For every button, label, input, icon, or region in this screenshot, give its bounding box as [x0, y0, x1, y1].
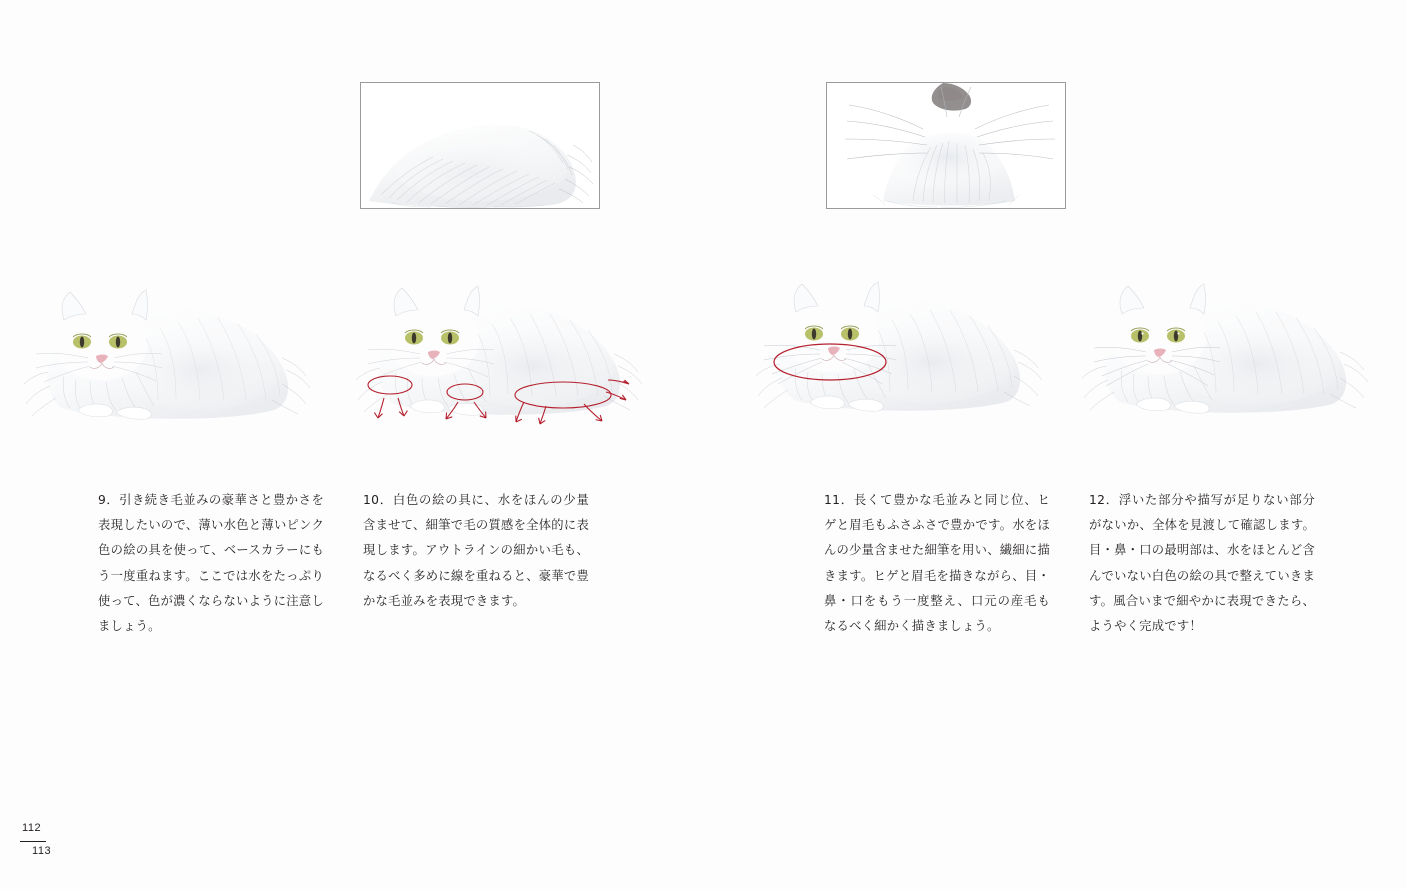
caption-step-11: 11．長くて豊かな毛並みと同じ位、ヒゲと眉毛もふさふさで豊かです。水をほんの少量含ませた細筆を用い、繊細に描きます。ヒゲと眉毛を描きながら、目・鼻・口をもう一度整え、口元の産毛もなるべく細かく描きましょう。 — [824, 493, 1050, 634]
caption-step-09: 9．引き続き毛並みの豪華さと豊かさを表現したいので、薄い水色と薄いピンク色の絵の具を使って、ベースカラーにもう一度重ねます。ここでは水をたっぷり使って、色が濃くならないように注意しましょう。 — [98, 493, 324, 634]
cat-illustration-step-12 — [1080, 252, 1390, 432]
caption-step-12: 12．浮いた部分や描写が足りない部分がないか、全体を見渡して確認します。目・鼻・口の最明部は、水をほとんど含んでいない白色の絵の具で整えていきます。風合いまで細やかに表現できたら、ようやく完成です！ — [1089, 493, 1315, 634]
figure-step-09 — [20, 258, 320, 428]
caption-step-10: 10．白色の絵の具に、水をほんの少量含ませて、細筆で毛の質感を全体的に表現します。アウトラインの細かい毛も、なるべく多めに線を重ねると、豪華で豊かな毛並みを表現できます。 — [363, 493, 589, 608]
folio-divider — [20, 841, 46, 842]
folio-left-page: 112 — [22, 822, 42, 834]
cat-illustration-step-09 — [20, 258, 320, 428]
cat-illustration-step-10 — [348, 252, 658, 432]
detail-frame-chin-whiskers — [826, 82, 1066, 209]
figure-step-10 — [348, 252, 658, 432]
detail-body-fur-illustration — [361, 83, 599, 208]
figure-step-11 — [746, 252, 1056, 432]
figure-step-12 — [1080, 252, 1390, 432]
detail-frame-body-fur — [360, 82, 600, 209]
detail-chin-whiskers-illustration — [827, 83, 1065, 208]
folio-right-page: 113 — [32, 845, 52, 857]
cat-illustration-step-11 — [746, 252, 1056, 432]
